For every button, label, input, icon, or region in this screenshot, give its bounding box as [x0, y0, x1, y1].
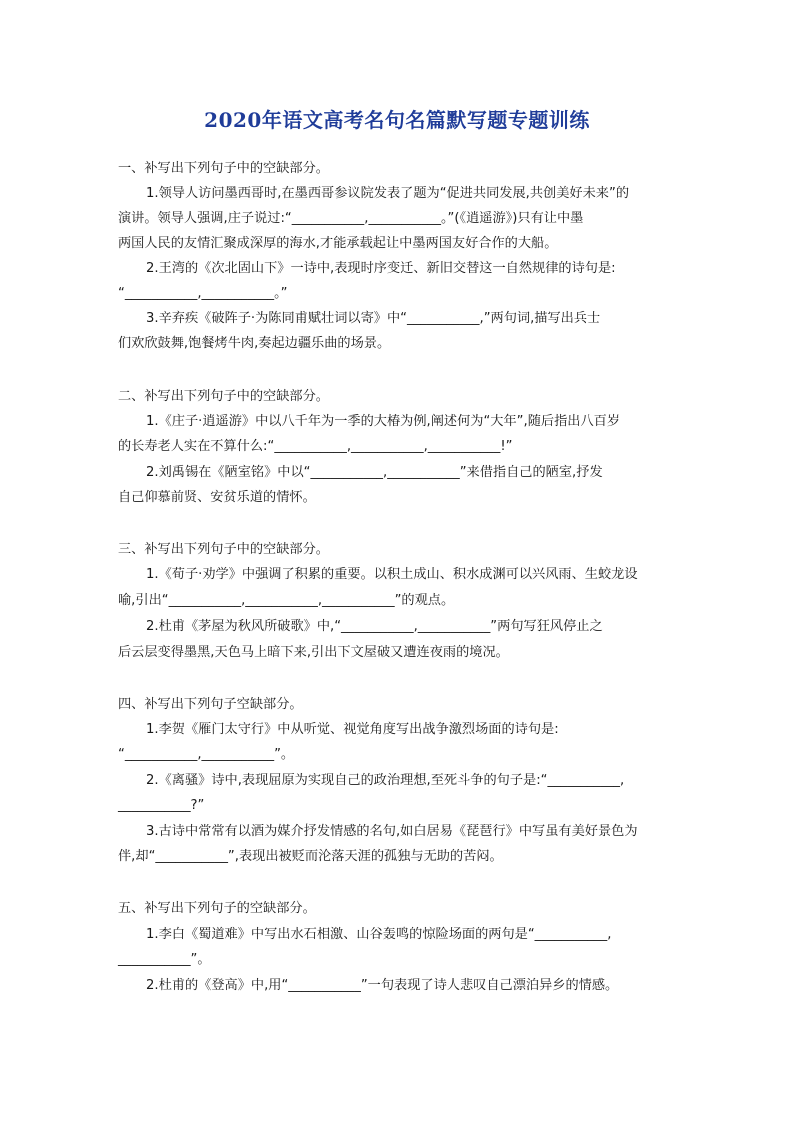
question-line: ___________”。: [118, 952, 211, 967]
question-line: 1.《荀子·劝学》中强调了积累的重要。以积土成山、积水成渊可以兴风雨、生蛟龙设: [146, 567, 638, 582]
question-line: 2.王湾的《次北固山下》一诗中,表现时序变迁、新旧交替这一自然规律的诗句是:: [146, 261, 616, 276]
question-line: 两国人民的友情汇聚成深厚的海水,才能承载起让中墨两国友好合作的大船。: [118, 236, 558, 251]
section-heading-2: 二、补写出下列句子中的空缺部分。: [118, 389, 329, 404]
question-line: 2.刘禹锡在《陋室铭》中以“___________,___________”来借指自己的陋室,抒发: [146, 465, 603, 480]
question-line: 1.李贺《雁门太守行》中从听觉、视觉角度写出战争激烈场面的诗句是:: [146, 722, 559, 737]
question-line: 1.领导人访问墨西哥时,在墨西哥参议院发表了题为“促进共同发展,共创美好未来”的: [146, 186, 630, 201]
question-line: 3.辛弃疾《破阵子·为陈同甫赋壮词以寄》中“___________,”两句词,描写出兵士: [146, 311, 601, 326]
question-line: “___________,___________。”: [118, 286, 288, 301]
section-heading-1: 一、补写出下列句子中的空缺部分。: [118, 161, 329, 176]
question-line: “___________,___________”。: [118, 747, 295, 762]
question-line: 1.李白《蜀道难》中写出水石相激、山谷轰鸣的惊险场面的两句是“___________,: [146, 927, 612, 942]
question-line: ___________?”: [118, 798, 205, 813]
question-line: 1.《庄子·逍遥游》中以八千年为一季的大椿为例,阐述何为“大年”,随后指出八百岁: [146, 414, 621, 429]
question-line: 喻,引出“___________,___________,___________”的观点。: [118, 593, 455, 608]
question-line: 2.杜甫的《登高》中,用“___________”一句表现了诗人悲叹自己漂泊异乡的情感。: [146, 978, 619, 993]
question-line: 们欢欣鼓舞,饱餐烤牛肉,奏起边疆乐曲的场景。: [118, 336, 391, 351]
question-line: 2.《离骚》诗中,表现屈原为实现自己的政治理想,至死斗争的句子是:“___________,: [146, 773, 625, 788]
question-line: 3.古诗中常常有以酒为媒介抒发情感的名句,如白居易《琵琶行》中写虽有美好景色为: [146, 824, 638, 839]
question-line: 的长寿老人实在不算什么:“___________,___________,___________!”: [118, 439, 513, 454]
question-line: 2.杜甫《茅屋为秋风所破歌》中,“___________,___________”两句写狂风停止之: [146, 619, 603, 634]
section-heading-3: 三、补写出下列句子中的空缺部分。: [118, 542, 329, 557]
section-heading-5: 五、补写出下列句子的空缺部分。: [118, 901, 316, 916]
question-line: 后云层变得墨黑,天色马上暗下来,引出下文屋破又遭连夜雨的境况。: [118, 645, 509, 660]
section-heading-4: 四、补写出下列句子空缺部分。: [118, 697, 303, 712]
page-title: 2020年语文高考名句名篇默写题专题训练: [204, 108, 590, 132]
question-line: 自己仰慕前贤、安贫乐道的情怀。: [118, 490, 316, 505]
question-line: 伴,却“___________”,表现出被贬而沦落天涯的孤独与无助的苦闷。: [118, 849, 503, 864]
question-line: 演讲。领导人强调,庄子说过:“___________,___________。”(《逍遥游》)只有让中墨: [118, 211, 584, 226]
